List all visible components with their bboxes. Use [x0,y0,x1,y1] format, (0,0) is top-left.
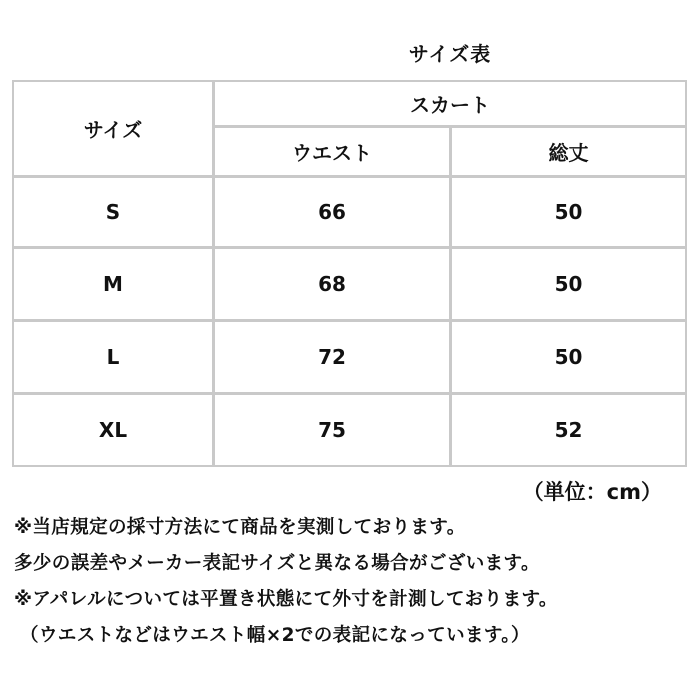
header-waist: ウエスト [292,141,372,165]
row-l-size: L [106,345,120,369]
size-table [12,80,687,467]
row-m-size: M [103,272,123,296]
row-l-waist: 72 [318,345,346,369]
note-line-2: 多少の誤差やメーカー表記サイズと異なる場合がございます。 [14,553,540,574]
row-s-size: S [105,200,121,224]
table-border-bottom [12,465,687,467]
note-line-1: ※当店規定の採寸方法にて商品を実測しております。 [14,517,466,538]
unit-label: （単位：cm） [522,480,662,504]
row-xl-length: 52 [554,418,583,442]
chart-title: サイズ表 [408,42,492,66]
row-m-waist: 68 [318,272,346,296]
measurement-notes [14,510,686,654]
note-line-3: ※アパレルについては平置き状態にて外寸を計測しております。 [14,589,558,610]
row-l-length: 50 [554,345,583,369]
header-size: サイズ [83,118,143,142]
header-length: 総丈 [548,141,589,165]
row-xl-size: XL [98,418,128,442]
row-xl-waist: 75 [318,418,346,442]
header-skirt: スカート [410,93,490,117]
table-border-right [685,80,687,467]
row-s-waist: 66 [318,200,346,224]
row-m-length: 50 [554,272,583,296]
note-line-4: （ウエストなどはウエスト幅×2での表記になっています。） [20,625,530,646]
row-s-length: 50 [554,200,583,224]
